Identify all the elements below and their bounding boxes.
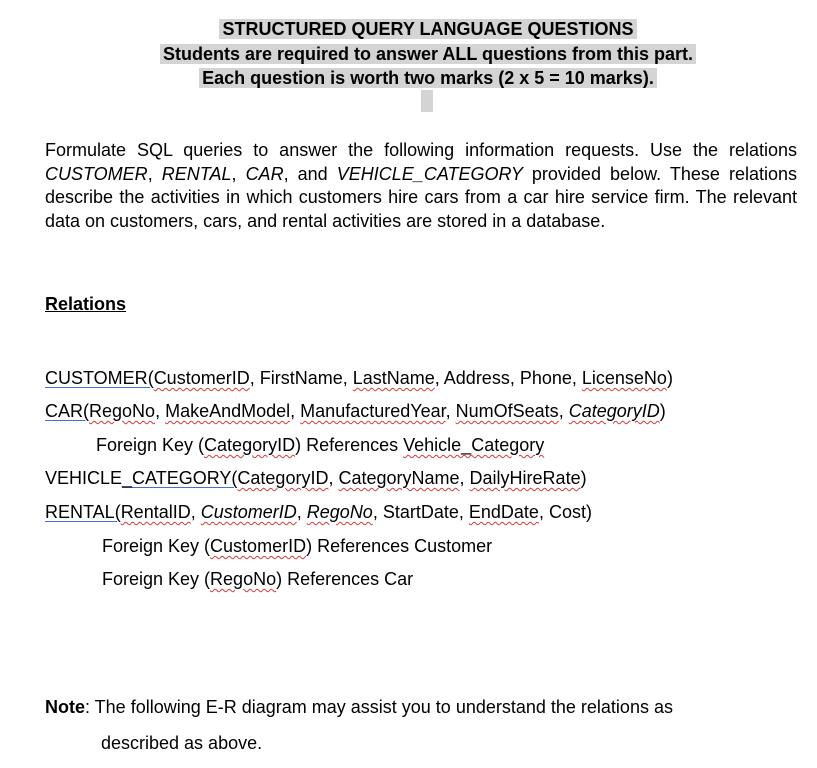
rental-fk1-attr: CustomerID: [210, 536, 307, 556]
relation-customer: [45, 366, 673, 390]
car-year: ManufacturedYear: [300, 401, 446, 421]
section-title: STRUCTURED QUERY LANGUAGE QUESTIONS: [219, 19, 636, 39]
car-name: CAR: [45, 401, 84, 421]
customer-close: ): [666, 368, 673, 388]
car-pk: RegoNo: [89, 401, 156, 421]
rental-open: (: [114, 502, 121, 522]
intro-sep-3: , and: [283, 163, 337, 184]
customer-attrs-2: , Address, Phone,: [434, 368, 582, 388]
note-paragraph: [45, 695, 785, 719]
customer-name: CUSTOMER: [45, 368, 148, 388]
rental-fk2-middle: ) References: [276, 569, 385, 589]
car-fk-prefix: Foreign Key (: [96, 435, 205, 455]
customer-open: (: [147, 368, 154, 388]
customer-lastname: LastName: [352, 368, 435, 388]
car-fk: CategoryID: [568, 401, 660, 421]
car-seats: NumOfSeats: [455, 401, 559, 421]
car-sep-4: ,: [558, 401, 569, 421]
rental-fk1-middle: ) References: [306, 536, 415, 556]
intro-rel-rental: RENTAL: [161, 163, 232, 184]
car-fk-attr: CategoryID: [204, 435, 296, 455]
vc-open: (: [231, 468, 238, 488]
relation-rental: [45, 500, 592, 524]
vc-name-a: VEHICLE: [45, 468, 123, 488]
rental-foreign-key-customer: [102, 534, 492, 558]
car-sep-2: ,: [290, 401, 301, 421]
rental-sep-4: , Cost): [538, 502, 592, 522]
intro-text-1: Formulate SQL queries to answer the following information requests. Use the relations: [45, 140, 797, 160]
rental-fk2-attr: RegoNo: [210, 569, 277, 589]
car-foreign-key: [96, 433, 544, 457]
highlight-remnant: [421, 90, 433, 112]
car-fk-ref: Vehicle_Category: [403, 435, 545, 455]
rental-sep-1: ,: [190, 502, 201, 522]
vc-cname: CategoryName: [338, 468, 460, 488]
note-continuation: described as above.: [101, 733, 263, 753]
vc-rate: DailyHireRate: [469, 468, 581, 488]
car-make: MakeAndModel: [165, 401, 291, 421]
car-close: ): [659, 401, 666, 421]
vc-close: ): [580, 468, 587, 488]
rental-fk1-ref: Customer: [414, 536, 493, 556]
intro-paragraph: [45, 139, 797, 233]
section-instruction: Students are required to answer ALL questions from this part.: [160, 44, 696, 64]
rental-sep-2: ,: [296, 502, 307, 522]
intro-rel-vehicle-category: VEHICLE_CATEGORY: [336, 163, 523, 184]
vc-pk: CategoryID: [237, 468, 329, 488]
relation-vehicle-category: [45, 466, 587, 490]
car-sep-1: ,: [155, 401, 166, 421]
intro-rel-customer: CUSTOMER: [45, 163, 148, 184]
intro-rel-car: CAR: [245, 163, 284, 184]
section-header: [0, 17, 817, 91]
rental-name: RENTAL: [45, 502, 115, 522]
rental-fk1-prefix: Foreign Key (: [102, 536, 211, 556]
customer-pk: CustomerID: [153, 368, 250, 388]
intro-sep-1: ,: [147, 163, 162, 184]
customer-licenseno: LicenseNo: [581, 368, 667, 388]
intro-text-2: provided below. These relations describe the activities in which customers hire cars from a car hire service firm. The relevant data on customers, cars, and rental activities are stored in a database.: [45, 163, 797, 231]
rental-sep-3: , StartDate,: [372, 502, 469, 522]
vc-sep-2: ,: [459, 468, 470, 488]
rental-pk: RentalID: [120, 502, 191, 522]
rental-fk-customer: CustomerID: [200, 502, 297, 522]
vc-name-b: _CATEGORY: [122, 468, 232, 488]
car-open: (: [83, 401, 90, 421]
customer-attrs-1: , FirstName,: [249, 368, 353, 388]
car-fk-middle: ) References: [295, 435, 404, 455]
relation-car: [45, 399, 666, 423]
vc-sep-1: ,: [328, 468, 339, 488]
rental-fk-rego: RegoNo: [306, 502, 373, 522]
rental-enddate: EndDate: [468, 502, 539, 522]
note-text: : The following E-R diagram may assist you to understand the relations as: [85, 697, 673, 717]
note-label: Note: [45, 697, 85, 717]
relations-heading: Relations: [45, 294, 127, 314]
car-sep-3: ,: [445, 401, 456, 421]
rental-fk2-ref: Car: [384, 569, 414, 589]
intro-sep-2: ,: [231, 163, 246, 184]
rental-foreign-key-car: [102, 567, 413, 591]
rental-fk2-prefix: Foreign Key (: [102, 569, 211, 589]
section-marks: Each question is worth two marks (2 x 5 = 10 marks).: [199, 68, 657, 88]
